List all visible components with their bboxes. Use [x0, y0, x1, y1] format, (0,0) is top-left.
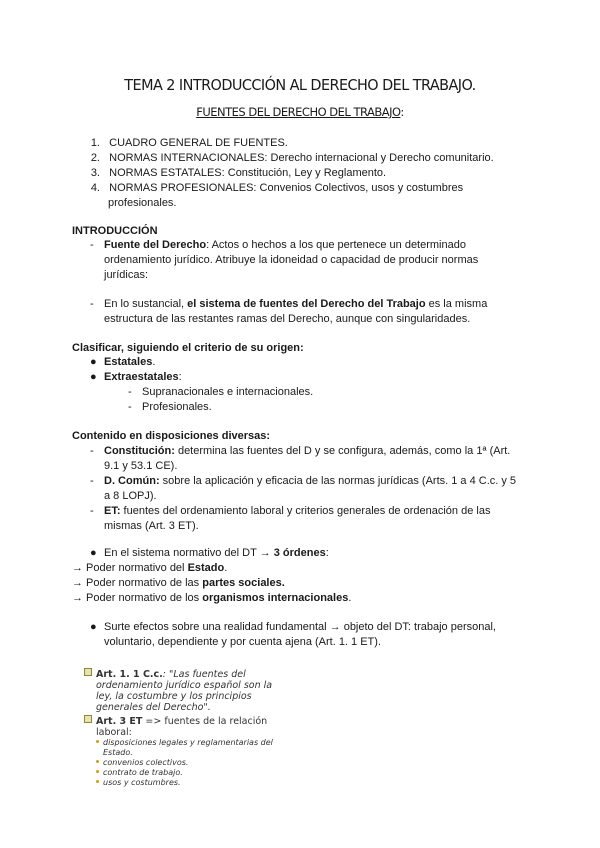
excerpt-image: Art. 1. 1 C.c.: "Las fuentes del ordenamiento jurídico español son la ley, la costumbre y los principios generales del Derecho". Art. 3 ET => fuentes de la relación laboral: disposiciones legales y reglamentarias del Estado. convenios colectivos. contrato de trabajo. usos y costumbres.	[84, 668, 294, 788]
classify-list	[90, 355, 313, 415]
list-item: - Constitución: determina las fuentes del D y se configura, además, como la 1ª (Art.	[90, 445, 511, 457]
toc-item: 4. NORMAS PROFESIONALES: Convenios Colectivos, usos y costumbres	[90, 182, 464, 194]
toc-list	[86, 136, 494, 211]
square-bullet-icon	[84, 715, 92, 723]
toc-item-continuation: profesionales.	[108, 197, 177, 209]
system-arrow-3: → Poder normativo de los organismos internacionales.	[72, 592, 352, 604]
list-item: ● Extraestatales:	[90, 371, 182, 383]
intro-item-1: - Fuente del Derecho: Actos o hechos a los que pertenece un determinado ordenamiento jurídico. Atribuye la idoneidad o capacidad de producir normas jurídicas:	[90, 239, 479, 281]
list-item: - D. Común: sobre la aplicación y eficacia de las normas jurídicas (Arts. 1 a 4 C.c. y 5	[90, 475, 517, 487]
toc-item: 3. NORMAS ESTATALES: Constitución, Ley y Reglamento.	[90, 167, 387, 179]
intro-heading: INTRODUCCIÓN	[72, 225, 158, 237]
intro-item-2: - En lo sustancial, el sistema de fuentes del Derecho del Trabajo es la misma estructura de las restantes ramas del Derecho, aunque con singularidades.	[90, 298, 488, 325]
list-item: ● Estatales.	[90, 356, 156, 368]
content-heading: Contenido en disposiciones diversas:	[72, 430, 271, 442]
system-bullet: ● En el sistema normativo del DT → 3 órdenes:	[90, 547, 329, 559]
bullet-dot-icon	[96, 770, 99, 773]
excerpt-art-1: Art. 1. 1 C.c.: "Las fuentes del	[84, 668, 294, 680]
toc-item: 2. NORMAS INTERNACIONALES: Derecho internacional y Derecho comunitario.	[90, 152, 494, 164]
bullet-dot-icon	[96, 740, 99, 743]
page-title: TEMA 2 INTRODUCCIÓN AL DERECHO DEL TRABAJO.	[124, 76, 476, 94]
bullet-dot-icon	[96, 760, 99, 763]
content-list: - Constitución: determina las fuentes del D y se configura, además, como la 1ª (Art. 9.1 y 53.1 CE). - D. Común: sobre la aplicación y eficacia de las normas jurídicas (Arts. 1 a 4 C.c. y 5 a 8 LOPJ). - ET: fuentes del ordenamiento laboral y criterios generales de ordenación de las mismas (Art. 3 ET).	[90, 445, 517, 532]
effect-bullet: ● Surte efectos sobre una realidad fundamental → objeto del DT: trabajo personal, voluntario, dependiente y por cuenta ajena (Art. 1. 1 ET).	[90, 621, 496, 648]
square-bullet-icon	[84, 668, 92, 676]
system-arrow-2: → Poder normativo de las partes sociales.	[72, 577, 285, 589]
list-item: - ET: fuentes del ordenamiento laboral y criterios generales de ordenación de las	[90, 505, 491, 517]
subtitle-text: FUENTES DEL DERECHO DEL TRABAJO	[196, 105, 401, 119]
list-subitem: - Supranacionales e internacionales.	[128, 386, 314, 398]
page-subtitle	[0, 105, 600, 119]
system-arrow-1: → Poder normativo del Estado.	[72, 562, 228, 574]
excerpt-art-3: Art. 3 ET => fuentes de la relación	[84, 715, 294, 727]
classify-heading: Clasificar, siguiendo el criterio de su origen:	[72, 342, 304, 354]
bullet-dot-icon	[96, 780, 99, 783]
list-subitem: - Profesionales.	[128, 401, 212, 413]
subtitle-suffix: :	[400, 105, 404, 119]
toc-item: 1. CUADRO GENERAL DE FUENTES.	[90, 137, 288, 149]
